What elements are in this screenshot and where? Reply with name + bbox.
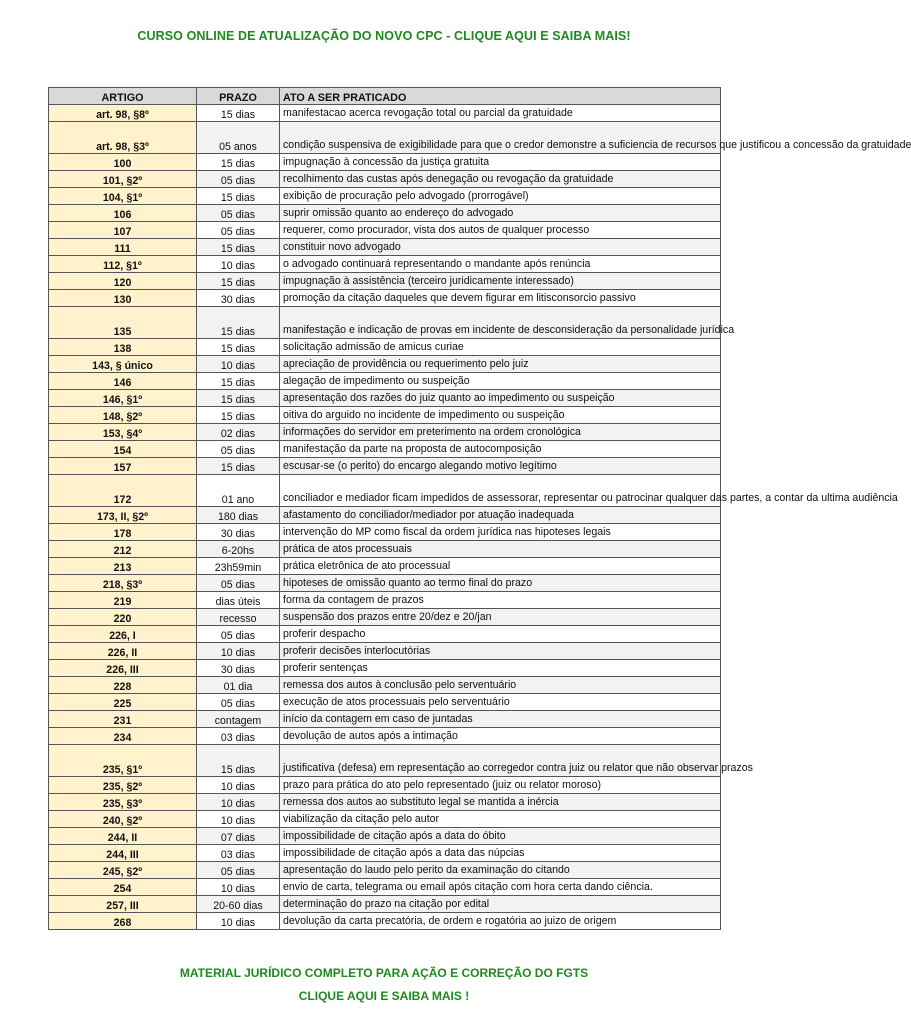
cell-prazo: 05 dias bbox=[197, 862, 280, 879]
cell-artigo: 226, I bbox=[49, 626, 197, 643]
cell-artigo: 226, III bbox=[49, 660, 197, 677]
cell-artigo: 100 bbox=[49, 154, 197, 171]
cell-artigo: 153, §4º bbox=[49, 424, 197, 441]
cell-artigo: 244, III bbox=[49, 845, 197, 862]
cell-artigo: 104, §1º bbox=[49, 188, 197, 205]
cell-prazo: 05 anos bbox=[197, 122, 280, 154]
cell-ato: proferir decisões interlocutórias bbox=[280, 643, 721, 660]
cell-artigo: 240, §2º bbox=[49, 811, 197, 828]
cell-artigo: 106 bbox=[49, 205, 197, 222]
table-row bbox=[49, 828, 721, 845]
cell-prazo: 01 dia bbox=[197, 677, 280, 694]
table-row bbox=[49, 458, 721, 475]
table-row bbox=[49, 626, 721, 643]
table-row bbox=[49, 105, 721, 122]
cell-prazo: 05 dias bbox=[197, 441, 280, 458]
table-row bbox=[49, 424, 721, 441]
cell-artigo: 178 bbox=[49, 524, 197, 541]
cell-prazo: recesso bbox=[197, 609, 280, 626]
cell-artigo: 219 bbox=[49, 592, 197, 609]
cell-prazo: 15 dias bbox=[197, 339, 280, 356]
cell-prazo: contagem bbox=[197, 711, 280, 728]
cell-prazo: 10 dias bbox=[197, 777, 280, 794]
cell-prazo: 10 dias bbox=[197, 794, 280, 811]
table-row bbox=[49, 256, 721, 273]
table-row bbox=[49, 356, 721, 373]
cell-prazo: 10 dias bbox=[197, 811, 280, 828]
cell-ato: afastamento do conciliador/mediador por atuação inadequada bbox=[280, 507, 721, 524]
cell-prazo: 10 dias bbox=[197, 879, 280, 896]
cell-artigo: 120 bbox=[49, 273, 197, 290]
table-row bbox=[49, 643, 721, 660]
cell-ato: apresentação do laudo pelo perito da examinação do citando bbox=[280, 862, 721, 879]
table-row bbox=[49, 677, 721, 694]
cell-artigo: 235, §2º bbox=[49, 777, 197, 794]
cell-artigo: 231 bbox=[49, 711, 197, 728]
cell-prazo: 20-60 dias bbox=[197, 896, 280, 913]
table-row bbox=[49, 290, 721, 307]
cell-ato: impossibilidade de citação após a data do óbito bbox=[280, 828, 721, 845]
cell-artigo: 257, III bbox=[49, 896, 197, 913]
table-row bbox=[49, 154, 721, 171]
cell-artigo: 268 bbox=[49, 913, 197, 930]
cell-artigo: 234 bbox=[49, 728, 197, 745]
cell-ato: conciliador e mediador ficam impedidos de assessorar, representar ou patrocinar qualquer das partes, a contar da ultima audiência bbox=[280, 475, 721, 507]
table-row bbox=[49, 524, 721, 541]
cell-ato: oitiva do arguido no incidente de impedimento ou suspeição bbox=[280, 407, 721, 424]
table-row bbox=[49, 609, 721, 626]
table-row bbox=[49, 475, 721, 507]
cell-artigo: 111 bbox=[49, 239, 197, 256]
cell-artigo: 235, §3º bbox=[49, 794, 197, 811]
deadlines-table bbox=[48, 87, 911, 930]
cell-ato: constituir novo advogado bbox=[280, 239, 721, 256]
table-row bbox=[49, 273, 721, 290]
table-row bbox=[49, 913, 721, 930]
cell-artigo: art. 98, §3º bbox=[49, 122, 197, 154]
cell-ato: prazo para prática do ato pelo representado (juiz ou relator moroso) bbox=[280, 777, 721, 794]
cell-artigo: 225 bbox=[49, 694, 197, 711]
cell-prazo: 15 dias bbox=[197, 745, 280, 777]
cell-ato: promoção da citação daqueles que devem figurar em litisconsorcio passivo bbox=[280, 290, 721, 307]
table-row bbox=[49, 390, 721, 407]
cell-ato: condição suspensiva de exigibilidade para que o credor demonstre a suficiencia de recursos que justificou a concessão da gratuidade bbox=[280, 122, 721, 154]
cell-ato: prática eletrônica de ato processual bbox=[280, 558, 721, 575]
cell-ato: envio de carta, telegrama ou email após citação com hora certa dando ciência. bbox=[280, 879, 721, 896]
cell-ato: manifestacao acerca revogação total ou parcial da gratuidade bbox=[280, 105, 721, 122]
header-artigo: ARTIGO bbox=[49, 88, 197, 105]
table-row bbox=[49, 558, 721, 575]
cell-artigo: 212 bbox=[49, 541, 197, 558]
cell-prazo: 10 dias bbox=[197, 356, 280, 373]
table-row bbox=[49, 373, 721, 390]
cell-ato: devolução da carta precatória, de ordem e rogatória ao juizo de origem bbox=[280, 913, 721, 930]
cell-prazo: 05 dias bbox=[197, 222, 280, 239]
cell-artigo: 157 bbox=[49, 458, 197, 475]
table-row bbox=[49, 541, 721, 558]
cell-ato: prática de atos processuais bbox=[280, 541, 721, 558]
cell-prazo: 15 dias bbox=[197, 407, 280, 424]
table-body bbox=[49, 105, 911, 930]
cell-artigo: 228 bbox=[49, 677, 197, 694]
cell-prazo: 05 dias bbox=[197, 694, 280, 711]
cell-ato: impugnação à concessão da justiça gratuita bbox=[280, 154, 721, 171]
cell-artigo: 173, II, §2º bbox=[49, 507, 197, 524]
table-row bbox=[49, 694, 721, 711]
cell-prazo: 30 dias bbox=[197, 524, 280, 541]
cell-prazo: 15 dias bbox=[197, 390, 280, 407]
cell-ato: manifestação e indicação de provas em incidente de desconsideração da personalidade jurídica bbox=[280, 307, 721, 339]
cell-prazo: 15 dias bbox=[197, 373, 280, 390]
cell-artigo: 112, §1º bbox=[49, 256, 197, 273]
cell-ato: forma da contagem de prazos bbox=[280, 592, 721, 609]
cell-ato: apreciação de providência ou requerimento pelo juiz bbox=[280, 356, 721, 373]
cell-prazo: 23h59min bbox=[197, 558, 280, 575]
cell-artigo: 172 bbox=[49, 475, 197, 507]
cell-artigo: 213 bbox=[49, 558, 197, 575]
cell-ato: manifestação da parte na proposta de autocomposição bbox=[280, 441, 721, 458]
table-row bbox=[49, 239, 721, 256]
cell-ato: devolução de autos após a intimação bbox=[280, 728, 721, 745]
cell-ato: impossibilidade de citação após a data das núpcias bbox=[280, 845, 721, 862]
cell-prazo: 30 dias bbox=[197, 290, 280, 307]
table-row bbox=[49, 711, 721, 728]
table-row bbox=[49, 794, 721, 811]
cell-prazo: 10 dias bbox=[197, 643, 280, 660]
table-row bbox=[49, 339, 721, 356]
cell-ato: remessa dos autos ao substituto legal se mantida a inércia bbox=[280, 794, 721, 811]
cell-prazo: 15 dias bbox=[197, 105, 280, 122]
cell-prazo: 30 dias bbox=[197, 660, 280, 677]
table-row bbox=[49, 879, 721, 896]
cell-ato: determinação do prazo na citação por edital bbox=[280, 896, 721, 913]
cell-ato: hipoteses de omissão quanto ao termo final do prazo bbox=[280, 575, 721, 592]
cell-prazo: 6-20hs bbox=[197, 541, 280, 558]
cell-ato: informações do servidor em preterimento na ordem cronológica bbox=[280, 424, 721, 441]
cpc-course-link[interactable]: CURSO ONLINE DE ATUALIZAÇÃO DO NOVO CPC - CLIQUE AQUI E SAIBA MAIS! bbox=[137, 29, 631, 43]
cell-prazo: 15 dias bbox=[197, 458, 280, 475]
table-row bbox=[49, 592, 721, 609]
cell-artigo: art. 98, §8º bbox=[49, 105, 197, 122]
cell-artigo: 101, §2º bbox=[49, 171, 197, 188]
cell-ato: alegação de impedimento ou suspeição bbox=[280, 373, 721, 390]
cell-prazo: 05 dias bbox=[197, 626, 280, 643]
table-row bbox=[49, 222, 721, 239]
cell-artigo: 148, §2º bbox=[49, 407, 197, 424]
table-row bbox=[49, 122, 721, 154]
table-row bbox=[49, 777, 721, 794]
cell-ato: remessa dos autos à conclusão pelo serventuário bbox=[280, 677, 721, 694]
header-ato: ATO A SER PRATICADO bbox=[280, 88, 721, 105]
cell-prazo: 05 dias bbox=[197, 575, 280, 592]
cell-prazo: 180 dias bbox=[197, 507, 280, 524]
fgts-learn-more-link[interactable]: CLIQUE AQUI E SAIBA MAIS ! bbox=[298, 989, 470, 1003]
table-row bbox=[49, 507, 721, 524]
table-row bbox=[49, 896, 721, 913]
cell-prazo: 05 dias bbox=[197, 205, 280, 222]
cell-ato: viabilização da citação pelo autor bbox=[280, 811, 721, 828]
cell-ato: apresentação dos razões do juiz quanto ao impedimento ou suspeição bbox=[280, 390, 721, 407]
cell-ato: proferir sentenças bbox=[280, 660, 721, 677]
cell-artigo: 146, §1º bbox=[49, 390, 197, 407]
cell-prazo: 15 dias bbox=[197, 307, 280, 339]
cell-ato: o advogado continuará representando o mandante após renúncia bbox=[280, 256, 721, 273]
cell-ato: requerer, como procurador, vista dos autos de qualquer processo bbox=[280, 222, 721, 239]
cell-ato: início da contagem em caso de juntadas bbox=[280, 711, 721, 728]
cell-artigo: 244, II bbox=[49, 828, 197, 845]
table-row bbox=[49, 845, 721, 862]
cell-prazo: 02 dias bbox=[197, 424, 280, 441]
cell-ato: proferir despacho bbox=[280, 626, 721, 643]
table-row bbox=[49, 171, 721, 188]
cell-ato: escusar-se (o perito) do encargo alegando motivo legítimo bbox=[280, 458, 721, 475]
cell-artigo: 143, § único bbox=[49, 356, 197, 373]
table-row bbox=[49, 862, 721, 879]
table-row bbox=[49, 811, 721, 828]
cell-ato: justificativa (defesa) em representação ao corregedor contra juiz ou relator que não observar prazos bbox=[280, 745, 721, 777]
table-row bbox=[49, 205, 721, 222]
table-row bbox=[49, 660, 721, 677]
cell-prazo: 15 dias bbox=[197, 239, 280, 256]
cell-artigo: 107 bbox=[49, 222, 197, 239]
cell-prazo: 03 dias bbox=[197, 728, 280, 745]
cell-prazo: 10 dias bbox=[197, 913, 280, 930]
cell-artigo: 135 bbox=[49, 307, 197, 339]
table-row bbox=[49, 441, 721, 458]
cell-prazo: dias úteis bbox=[197, 592, 280, 609]
cell-ato: execução de atos processuais pelo serventuário bbox=[280, 694, 721, 711]
cell-artigo: 130 bbox=[49, 290, 197, 307]
cell-ato: suspensão dos prazos entre 20/dez e 20/jan bbox=[280, 609, 721, 626]
cell-ato: exibição de procuração pelo advogado (prorrogável) bbox=[280, 188, 721, 205]
cell-artigo: 220 bbox=[49, 609, 197, 626]
cell-prazo: 07 dias bbox=[197, 828, 280, 845]
cell-artigo: 226, II bbox=[49, 643, 197, 660]
cell-artigo: 245, §2º bbox=[49, 862, 197, 879]
cell-artigo: 154 bbox=[49, 441, 197, 458]
cell-ato: impugnação à assistência (terceiro juridicamente interessado) bbox=[280, 273, 721, 290]
cell-ato: solicitação admissão de amicus curiae bbox=[280, 339, 721, 356]
cell-ato: suprir omissão quanto ao endereço do advogado bbox=[280, 205, 721, 222]
cell-prazo: 15 dias bbox=[197, 154, 280, 171]
cell-artigo: 146 bbox=[49, 373, 197, 390]
table-row bbox=[49, 728, 721, 745]
table-row bbox=[49, 407, 721, 424]
cell-prazo: 03 dias bbox=[197, 845, 280, 862]
cell-prazo: 01 ano bbox=[197, 475, 280, 507]
cell-prazo: 05 dias bbox=[197, 171, 280, 188]
cell-artigo: 235, §1º bbox=[49, 745, 197, 777]
table-row bbox=[49, 307, 721, 339]
table-header-row bbox=[49, 88, 721, 105]
cell-ato: recolhimento das custas após denegação ou revogação da gratuidade bbox=[280, 171, 721, 188]
fgts-material-link[interactable]: MATERIAL JURÍDICO COMPLETO PARA AÇÃO E CORREÇÃO DO FGTS bbox=[179, 966, 589, 980]
cell-prazo: 15 dias bbox=[197, 273, 280, 290]
header-prazo: PRAZO bbox=[197, 88, 280, 105]
cell-artigo: 254 bbox=[49, 879, 197, 896]
cell-artigo: 138 bbox=[49, 339, 197, 356]
cell-prazo: 15 dias bbox=[197, 188, 280, 205]
cell-ato: intervenção do MP como fiscal da ordem jurídica nas hipoteses legais bbox=[280, 524, 721, 541]
table-row bbox=[49, 188, 721, 205]
table-row bbox=[49, 745, 721, 777]
cell-prazo: 10 dias bbox=[197, 256, 280, 273]
cell-artigo: 218, §3º bbox=[49, 575, 197, 592]
table-row bbox=[49, 575, 721, 592]
